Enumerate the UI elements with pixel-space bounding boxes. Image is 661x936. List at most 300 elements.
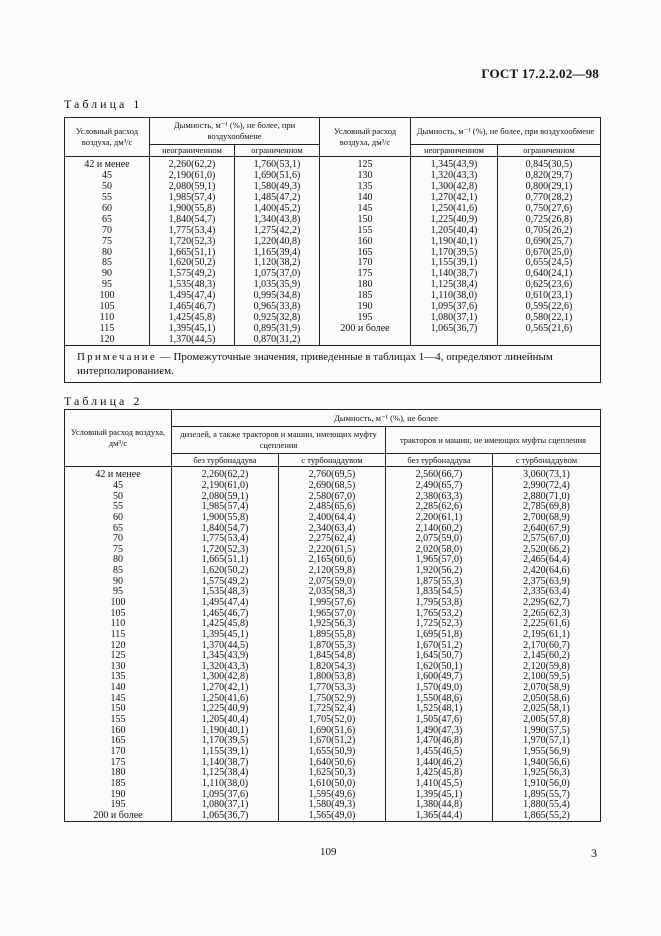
value-cell: 1,775(53,4) — [172, 534, 279, 545]
value-cell: 1,495(47,4) — [150, 291, 235, 302]
t1-limited-right: ограниченном — [498, 145, 601, 157]
t2-a-no-turbo: без турбонаддува — [172, 454, 279, 467]
value-cell: 1,820(54,3) — [279, 662, 386, 673]
value-cell: 1,845(54,8) — [279, 651, 386, 662]
flow-cell: 55 — [65, 193, 150, 204]
value-cell: 1,900(55,8) — [172, 513, 279, 524]
table-row — [65, 513, 601, 524]
value-cell: 2,380(63,3) — [386, 491, 493, 502]
value-cell: 2,285(62,6) — [386, 502, 493, 513]
value-cell: 2,170(60,7) — [493, 640, 601, 651]
value-cell: 2,375(63,9) — [493, 576, 601, 587]
value-cell: 2,295(62,7) — [493, 598, 601, 609]
value-cell: 2,035(58,3) — [279, 587, 386, 598]
value-cell: 1,880(55,4) — [493, 800, 601, 811]
value-cell: 1,900(55,8) — [150, 204, 235, 215]
t1-unlimited-left: неограниченном — [150, 145, 235, 157]
value-cell: 0,595(22,6) — [498, 302, 601, 313]
value-cell: 1,220(40,8) — [235, 236, 320, 247]
value-cell: 1,035(35,9) — [235, 280, 320, 291]
value-cell: 1,155(39,1) — [411, 258, 498, 269]
value-cell: 2,195(61,1) — [493, 630, 601, 641]
value-cell: 1,665(51,1) — [150, 247, 235, 258]
table-row — [65, 566, 601, 577]
t2-flow-header: Условный расход воздуха, дм³/с — [65, 410, 172, 467]
value-cell: 2,020(58,0) — [386, 544, 493, 555]
value-cell: 1,370(44,5) — [172, 640, 279, 651]
value-cell: 1,205(40,4) — [411, 225, 498, 236]
value-cell: 2,080(59,1) — [172, 491, 279, 502]
flow-cell: 60 — [65, 204, 150, 215]
flow-cell: 85 — [65, 258, 150, 269]
value-cell: 1,425(45,8) — [150, 312, 235, 323]
flow-cell: 120 — [65, 640, 172, 651]
t2-smoke-header: Дымность, м⁻¹ (%), не более — [172, 410, 601, 427]
table-row — [65, 280, 601, 291]
t2-a-turbo: с турбонаддувом — [279, 454, 386, 467]
value-cell: 2,220(61,5) — [279, 544, 386, 555]
value-cell: 2,335(63,4) — [493, 587, 601, 598]
flow-cell: 55 — [65, 502, 172, 513]
value-cell: 1,985(57,4) — [150, 193, 235, 204]
value-cell: 0,995(34,8) — [235, 291, 320, 302]
value-cell: 1,250(41,6) — [411, 204, 498, 215]
value-cell: 1,425(45,8) — [386, 768, 493, 779]
flow-cell: 42 и менее — [65, 157, 150, 171]
value-cell: 1,395(45,1) — [172, 630, 279, 641]
flow-cell: 50 — [65, 491, 172, 502]
flow-cell: 90 — [65, 576, 172, 587]
value-cell: 1,965(57,0) — [279, 608, 386, 619]
flow-cell: 80 — [65, 247, 150, 258]
value-cell: 1,570(49,0) — [386, 683, 493, 694]
value-cell: 1,120(38,2) — [235, 258, 320, 269]
value-cell: 1,925(56,3) — [493, 768, 601, 779]
value-cell: 2,260(62,2) — [150, 157, 235, 171]
flow-cell: 195 — [320, 312, 411, 323]
flow-cell: 165 — [65, 736, 172, 747]
value-cell: 2,260(62,2) — [172, 467, 279, 481]
flow-cell: 180 — [65, 768, 172, 779]
value-cell: 2,120(59,8) — [493, 662, 601, 673]
value-cell: 1,625(50,3) — [279, 768, 386, 779]
t2-group-a: дизелей, а также тракторов и машин, имеющих муфту сцепления — [172, 427, 386, 454]
value-cell: 0,965(33,8) — [235, 302, 320, 313]
value-cell: 0,670(25,0) — [498, 247, 601, 258]
value-cell: 2,140(60,2) — [386, 523, 493, 534]
value-cell: 2,075(59,0) — [279, 576, 386, 587]
value-cell: 1,800(53,8) — [279, 672, 386, 683]
value-cell: 2,225(61,6) — [493, 619, 601, 630]
value-cell: 1,925(56,3) — [279, 619, 386, 630]
value-cell: 1,965(57,0) — [386, 555, 493, 566]
value-cell: 1,190(40,1) — [411, 236, 498, 247]
value-cell: 1,485(47,2) — [235, 193, 320, 204]
value-cell: 1,645(50,7) — [386, 651, 493, 662]
table2-body — [65, 467, 601, 822]
value-cell: 2,080(59,1) — [150, 182, 235, 193]
value-cell: 0,640(24,1) — [498, 269, 601, 280]
value-cell: 2,785(69,8) — [493, 502, 601, 513]
flow-cell: 115 — [65, 323, 150, 334]
value-cell: 1,470(46,8) — [386, 736, 493, 747]
table-row — [65, 291, 601, 302]
table-row — [65, 193, 601, 204]
flow-cell: 110 — [65, 312, 150, 323]
table-row — [65, 630, 601, 641]
value-cell: 1,695(51,8) — [386, 630, 493, 641]
value-cell: 2,100(59,5) — [493, 672, 601, 683]
flow-cell — [320, 334, 411, 345]
value-cell: 0,925(32,8) — [235, 312, 320, 323]
value-cell: 2,690(68,5) — [279, 481, 386, 492]
value-cell: 1,365(44,4) — [386, 811, 493, 822]
value-cell: 2,400(64,4) — [279, 513, 386, 524]
value-cell: 1,425(45,8) — [172, 619, 279, 630]
page-number: 109 — [320, 846, 337, 858]
flow-cell: 145 — [65, 693, 172, 704]
flow-cell: 125 — [65, 651, 172, 662]
note-text: — Промежуточные значения, приведенные в таблицах 1—4, определяют линейным интерполированием. — [77, 351, 553, 378]
value-cell: 1,320(43,3) — [172, 662, 279, 673]
flow-cell: 65 — [65, 214, 150, 225]
value-cell: 1,895(55,8) — [279, 630, 386, 641]
value-cell: 1,725(52,4) — [279, 704, 386, 715]
flow-cell: 140 — [320, 193, 411, 204]
value-cell: 1,990(57,5) — [493, 725, 601, 736]
value-cell: 1,320(43,3) — [411, 171, 498, 182]
value-cell: 1,065(36,7) — [172, 811, 279, 822]
table-row — [65, 683, 601, 694]
value-cell: 1,910(56,0) — [493, 779, 601, 790]
value-cell: 1,970(57,1) — [493, 736, 601, 747]
value-cell: 1,125(38,4) — [411, 280, 498, 291]
flow-cell: 130 — [320, 171, 411, 182]
table-row — [65, 171, 601, 182]
value-cell: 2,490(65,7) — [386, 481, 493, 492]
table-2 — [64, 409, 601, 822]
table-row — [65, 323, 601, 334]
value-cell: 2,990(72,4) — [493, 481, 601, 492]
value-cell: 0,655(24,5) — [498, 258, 601, 269]
value-cell: 1,075(37,0) — [235, 269, 320, 280]
value-cell: 1,655(50,9) — [279, 747, 386, 758]
sheet-number: 3 — [591, 846, 597, 860]
table-row — [65, 182, 601, 193]
value-cell: 2,050(58,6) — [493, 693, 601, 704]
t1-unlimited-right: неограниченном — [411, 145, 498, 157]
table-row — [65, 779, 601, 790]
table1-body — [65, 157, 601, 346]
value-cell: 2,200(61,1) — [386, 513, 493, 524]
value-cell: 2,120(59,8) — [279, 566, 386, 577]
value-cell: 1,410(45,5) — [386, 779, 493, 790]
table-row — [65, 312, 601, 323]
value-cell: 1,125(38,4) — [172, 768, 279, 779]
table-row — [65, 236, 601, 247]
table-row — [65, 247, 601, 258]
flow-cell: 42 и менее — [65, 467, 172, 481]
flow-cell: 95 — [65, 280, 150, 291]
value-cell: 1,095(37,6) — [411, 302, 498, 313]
value-cell: 1,110(38,0) — [411, 291, 498, 302]
flow-cell: 190 — [320, 302, 411, 313]
value-cell: 1,725(52,3) — [386, 619, 493, 630]
value-cell: 2,190(61,0) — [172, 481, 279, 492]
flow-cell: 150 — [320, 214, 411, 225]
value-cell: 1,300(42,8) — [172, 672, 279, 683]
value-cell: 1,770(53,3) — [279, 683, 386, 694]
value-cell: 2,420(64,6) — [493, 566, 601, 577]
value-cell: 1,110(38,0) — [172, 779, 279, 790]
value-cell: 1,140(38,7) — [411, 269, 498, 280]
table-row — [65, 502, 601, 513]
value-cell — [411, 334, 498, 345]
flow-cell: 105 — [65, 302, 150, 313]
value-cell: 1,690(51,6) — [279, 725, 386, 736]
value-cell: 0,750(27,6) — [498, 204, 601, 215]
value-cell: 1,535(48,3) — [150, 280, 235, 291]
value-cell: 2,025(58,1) — [493, 704, 601, 715]
value-cell: 1,550(48,6) — [386, 693, 493, 704]
table-row — [65, 334, 601, 345]
value-cell: 1,795(53,8) — [386, 598, 493, 609]
value-cell: 1,225(40,9) — [172, 704, 279, 715]
value-cell: 0,845(30,5) — [498, 157, 601, 171]
value-cell: 1,165(39,4) — [235, 247, 320, 258]
value-cell: 1,610(50,0) — [279, 779, 386, 790]
flow-cell: 80 — [65, 555, 172, 566]
value-cell: 1,465(46,7) — [172, 608, 279, 619]
flow-cell: 130 — [65, 662, 172, 673]
t2-b-turbo: с турбонаддувом — [493, 454, 601, 467]
table1-note-row — [65, 346, 601, 383]
value-cell: 1,595(49,6) — [279, 789, 386, 800]
t1-flow-header-right: Условный расход воздуха, дм³/с — [320, 118, 411, 157]
value-cell: 1,665(51,1) — [172, 555, 279, 566]
table-row — [65, 811, 601, 822]
value-cell: 0,610(23,1) — [498, 291, 601, 302]
value-cell: 1,395(45,1) — [386, 789, 493, 800]
value-cell: 1,580(49,3) — [279, 800, 386, 811]
flow-cell: 190 — [65, 789, 172, 800]
table-row — [65, 651, 601, 662]
flow-cell: 85 — [65, 566, 172, 577]
value-cell: 1,270(42,1) — [172, 683, 279, 694]
value-cell: 2,190(61,0) — [150, 171, 235, 182]
value-cell: 1,380(44,8) — [386, 800, 493, 811]
value-cell: 1,455(46,5) — [386, 747, 493, 758]
flow-cell: 120 — [65, 334, 150, 345]
table1-note — [65, 346, 601, 383]
value-cell: 2,075(59,0) — [386, 534, 493, 545]
value-cell: 1,340(43,8) — [235, 214, 320, 225]
value-cell — [498, 334, 601, 345]
value-cell: 1,600(49,7) — [386, 672, 493, 683]
flow-cell: 135 — [65, 672, 172, 683]
value-cell: 1,490(47,3) — [386, 725, 493, 736]
flow-cell: 45 — [65, 171, 150, 182]
value-cell: 2,340(63,4) — [279, 523, 386, 534]
value-cell: 0,725(26,8) — [498, 214, 601, 225]
value-cell: 0,690(25,7) — [498, 236, 601, 247]
value-cell: 1,155(39,1) — [172, 747, 279, 758]
value-cell: 0,820(29,7) — [498, 171, 601, 182]
value-cell: 1,765(53,2) — [386, 608, 493, 619]
flow-cell: 100 — [65, 598, 172, 609]
value-cell: 1,080(37,1) — [411, 312, 498, 323]
flow-cell: 180 — [320, 280, 411, 291]
value-cell: 1,580(49,3) — [235, 182, 320, 193]
value-cell: 1,620(50,2) — [150, 258, 235, 269]
table-row — [65, 258, 601, 269]
flow-cell: 200 и более — [65, 811, 172, 822]
value-cell: 1,760(53,1) — [235, 157, 320, 171]
value-cell: 2,640(67,9) — [493, 523, 601, 534]
t1-limited-left: ограниченном — [235, 145, 320, 157]
flow-cell: 60 — [65, 513, 172, 524]
value-cell: 1,720(52,3) — [172, 544, 279, 555]
table-row — [65, 534, 601, 545]
flow-cell: 105 — [65, 608, 172, 619]
value-cell: 1,840(54,7) — [172, 523, 279, 534]
flow-cell: 45 — [65, 481, 172, 492]
value-cell: 1,865(55,2) — [493, 811, 601, 822]
value-cell: 0,565(21,6) — [498, 323, 601, 334]
value-cell: 2,005(57,8) — [493, 715, 601, 726]
flow-cell: 185 — [65, 779, 172, 790]
value-cell: 0,770(28,2) — [498, 193, 601, 204]
value-cell: 1,640(50,6) — [279, 757, 386, 768]
value-cell: 1,985(57,4) — [172, 502, 279, 513]
flow-cell: 140 — [65, 683, 172, 694]
value-cell: 1,940(56,6) — [493, 757, 601, 768]
flow-cell: 115 — [65, 630, 172, 641]
table-row — [65, 747, 601, 758]
table-row — [65, 481, 601, 492]
value-cell: 1,835(54,5) — [386, 587, 493, 598]
document-header: ГОСТ 17.2.2.02—98 — [481, 66, 599, 81]
flow-cell: 170 — [65, 747, 172, 758]
flow-cell: 70 — [65, 534, 172, 545]
flow-cell: 70 — [65, 225, 150, 236]
flow-cell: 160 — [65, 725, 172, 736]
table-row — [65, 302, 601, 313]
value-cell: 1,620(50,2) — [172, 566, 279, 577]
value-cell: 1,345(43,9) — [411, 157, 498, 171]
value-cell: 1,140(38,7) — [172, 757, 279, 768]
value-cell: 1,575(49,2) — [172, 576, 279, 587]
table-row — [65, 214, 601, 225]
value-cell: 1,190(40,1) — [172, 725, 279, 736]
value-cell: 1,465(46,7) — [150, 302, 235, 313]
value-cell: 1,750(52,9) — [279, 693, 386, 704]
flow-cell: 75 — [65, 236, 150, 247]
flow-cell: 145 — [320, 204, 411, 215]
value-cell: 1,395(45,1) — [150, 323, 235, 334]
flow-cell: 155 — [320, 225, 411, 236]
value-cell: 1,495(47,4) — [172, 598, 279, 609]
value-cell: 1,505(47,6) — [386, 715, 493, 726]
table2-caption: Таблица 2 — [64, 394, 143, 408]
table-row — [65, 598, 601, 609]
value-cell: 1,370(44,5) — [150, 334, 235, 345]
value-cell: 0,705(26,2) — [498, 225, 601, 236]
flow-cell: 50 — [65, 182, 150, 193]
value-cell: 1,720(52,3) — [150, 236, 235, 247]
value-cell: 0,870(31,2) — [235, 334, 320, 345]
flow-cell: 165 — [320, 247, 411, 258]
table-row — [65, 269, 601, 280]
flow-cell: 170 — [320, 258, 411, 269]
value-cell: 1,840(54,7) — [150, 214, 235, 225]
value-cell: 2,465(64,4) — [493, 555, 601, 566]
table-row — [65, 467, 601, 481]
flow-cell: 100 — [65, 291, 150, 302]
value-cell: 2,575(67,0) — [493, 534, 601, 545]
value-cell: 2,880(71,0) — [493, 491, 601, 502]
value-cell: 1,565(49,0) — [279, 811, 386, 822]
value-cell: 1,620(50,1) — [386, 662, 493, 673]
value-cell: 1,440(46,2) — [386, 757, 493, 768]
value-cell: 1,170(39,5) — [411, 247, 498, 258]
table-row — [65, 204, 601, 215]
flow-cell: 200 и более — [320, 323, 411, 334]
t2-b-no-turbo: без турбонаддува — [386, 454, 493, 467]
flow-cell: 175 — [65, 757, 172, 768]
value-cell: 1,995(57,6) — [279, 598, 386, 609]
value-cell: 1,690(51,6) — [235, 171, 320, 182]
flow-cell: 65 — [65, 523, 172, 534]
value-cell: 2,145(60,2) — [493, 651, 601, 662]
value-cell: 1,705(52,0) — [279, 715, 386, 726]
flow-cell: 185 — [320, 291, 411, 302]
value-cell: 1,225(40,9) — [411, 214, 498, 225]
table-row — [65, 157, 601, 171]
table-row — [65, 619, 601, 630]
t1-smoke-header-left: Дымность, м⁻¹ (%), не более, при воздухообмене — [150, 118, 320, 145]
value-cell: 1,250(41,6) — [172, 693, 279, 704]
value-cell: 1,205(40,4) — [172, 715, 279, 726]
value-cell: 1,525(48,1) — [386, 704, 493, 715]
value-cell: 3,060(73,1) — [493, 467, 601, 481]
value-cell: 1,670(51,2) — [386, 640, 493, 651]
value-cell: 1,875(55,3) — [386, 576, 493, 587]
flow-cell: 160 — [320, 236, 411, 247]
value-cell: 2,560(66,7) — [386, 467, 493, 481]
flow-cell: 95 — [65, 587, 172, 598]
t2-group-b: тракторов и машин, не имеющих муфты сцепления — [386, 427, 601, 454]
value-cell: 2,265(62,3) — [493, 608, 601, 619]
value-cell: 1,775(53,4) — [150, 225, 235, 236]
value-cell: 2,070(58,9) — [493, 683, 601, 694]
t1-flow-header-left: Условный расход воздуха, дм³/с — [65, 118, 150, 157]
value-cell: 1,095(37,6) — [172, 789, 279, 800]
value-cell: 0,625(23,6) — [498, 280, 601, 291]
value-cell: 0,580(22,1) — [498, 312, 601, 323]
t1-smoke-header-right: Дымность, м⁻¹ (%), не более, при воздухообмене — [411, 118, 601, 145]
flow-cell: 75 — [65, 544, 172, 555]
value-cell: 1,920(56,2) — [386, 566, 493, 577]
value-cell: 2,580(67,0) — [279, 491, 386, 502]
value-cell: 1,535(48,3) — [172, 587, 279, 598]
value-cell: 2,700(68,9) — [493, 513, 601, 524]
flow-cell: 90 — [65, 269, 150, 280]
value-cell: 1,955(56,9) — [493, 747, 601, 758]
value-cell: 1,870(55,3) — [279, 640, 386, 651]
table-row — [65, 768, 601, 779]
table-1 — [64, 117, 601, 383]
